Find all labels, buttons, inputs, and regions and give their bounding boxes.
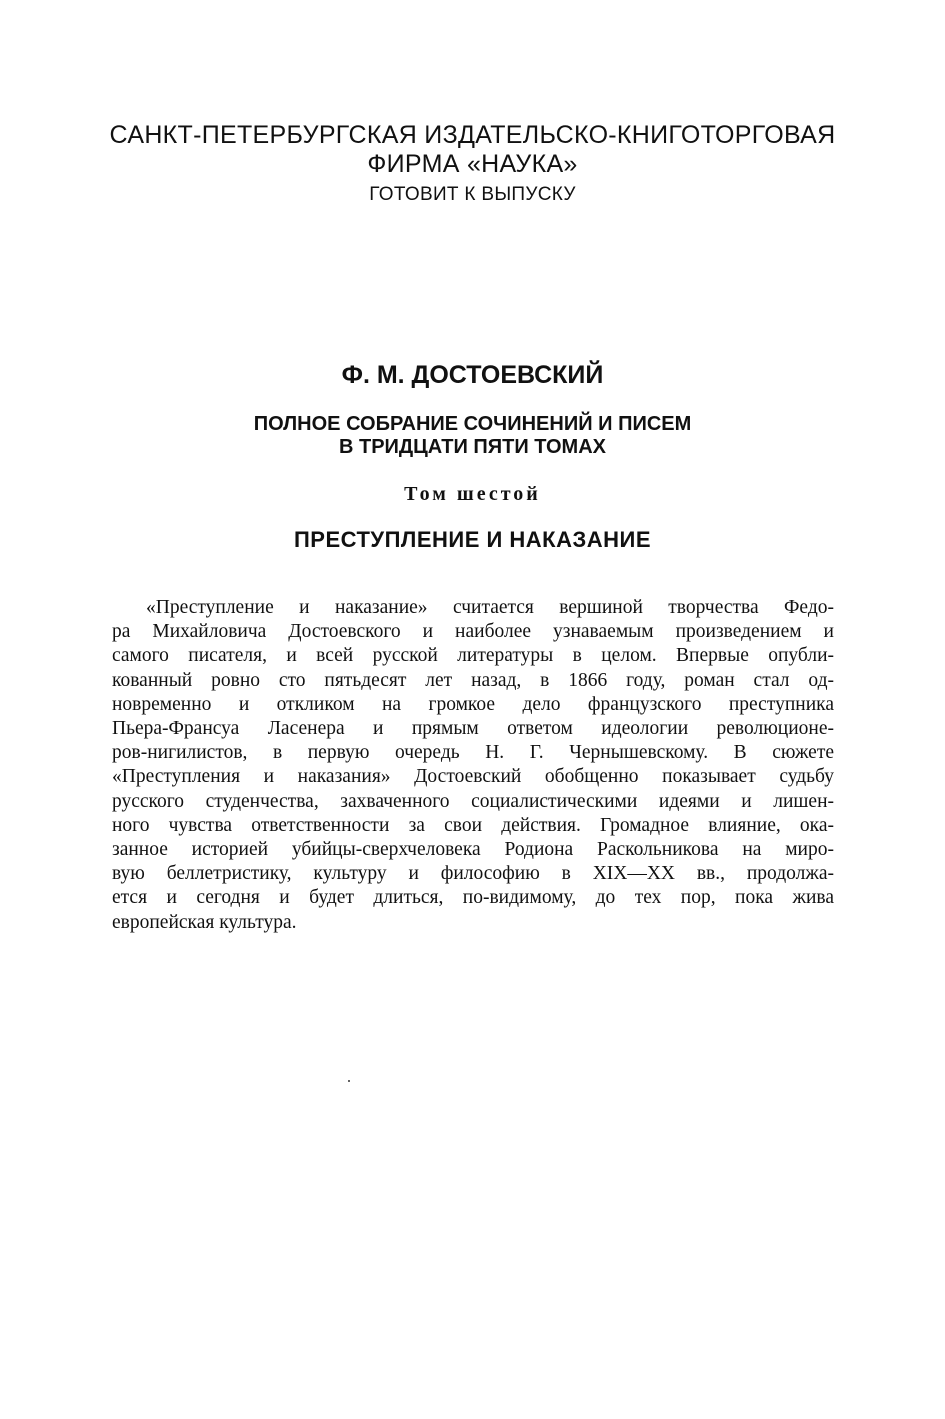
description-line: ного чувства ответственности за свои действия. Громадное влияние, ока- xyxy=(112,814,834,836)
description-line: «Преступление и наказание» считается вершиной творчества Федо- xyxy=(146,597,834,618)
volume-label: Том шестой xyxy=(404,483,541,505)
description-line: вую беллетристику, культуру и философию в XIX—XX вв., продолжа- xyxy=(112,863,834,885)
description-line: кованный ровно сто пятьдесят лет назад, в 1866 году, роман стал од- xyxy=(112,669,834,691)
description-line: новременно и откликом на громкое дело французского преступника xyxy=(112,693,834,715)
description-line: самого писателя, и всей русской литературы в целом. Впервые опубли- xyxy=(112,645,834,667)
description-line: ра Михайловича Достоевского и наиболее узнаваемым произведением и xyxy=(112,621,834,643)
description-line: ров-нигилистов, в первую очередь Н. Г. Чернышевскому. В сюжете xyxy=(112,742,834,764)
publisher-line-1: САНКТ-ПЕТЕРБУРГСКАЯ ИЗДАТЕЛЬСКО-КНИГОТОРГОВАЯ xyxy=(109,121,836,149)
description-line: ется и сегодня и будет длиться, по-видимому, до тех пор, пока жива xyxy=(112,887,834,909)
collection-title xyxy=(0,413,945,459)
description-paragraph xyxy=(112,596,834,935)
description-line: европейская культура. xyxy=(112,911,297,933)
description-line: Пьера-Франсуа Ласенера и прямым ответом идеологии революционе- xyxy=(112,718,834,740)
work-title: ПРЕСТУПЛЕНИЕ И НАКАЗАНИЕ xyxy=(293,527,652,552)
print-speck xyxy=(348,1080,350,1082)
description-line: занное историей убийцы-сверхчеловека Родиона Раскольникова на миро- xyxy=(112,839,834,861)
collection-title-line-1: ПОЛНОЕ СОБРАНИЕ СОЧИНЕНИЙ И ПИСЕМ xyxy=(253,413,692,435)
author-name: Ф. М. ДОСТОЕВСКИЙ xyxy=(341,361,604,389)
announcement-heading: ГОТОВИТ К ВЫПУСКУ xyxy=(369,184,576,205)
collection-title-line-2: В ТРИДЦАТИ ПЯТИ ТОМАХ xyxy=(338,436,606,458)
publisher-line-2: ФИРМА «НАУКА» xyxy=(367,150,578,178)
description-line: русского студенчества, захваченного социалистическими идеями и лишен- xyxy=(112,790,834,812)
description-line: «Преступления и наказания» Достоевский обобщенно показывает судьбу xyxy=(112,766,834,788)
publisher-name xyxy=(0,121,945,179)
